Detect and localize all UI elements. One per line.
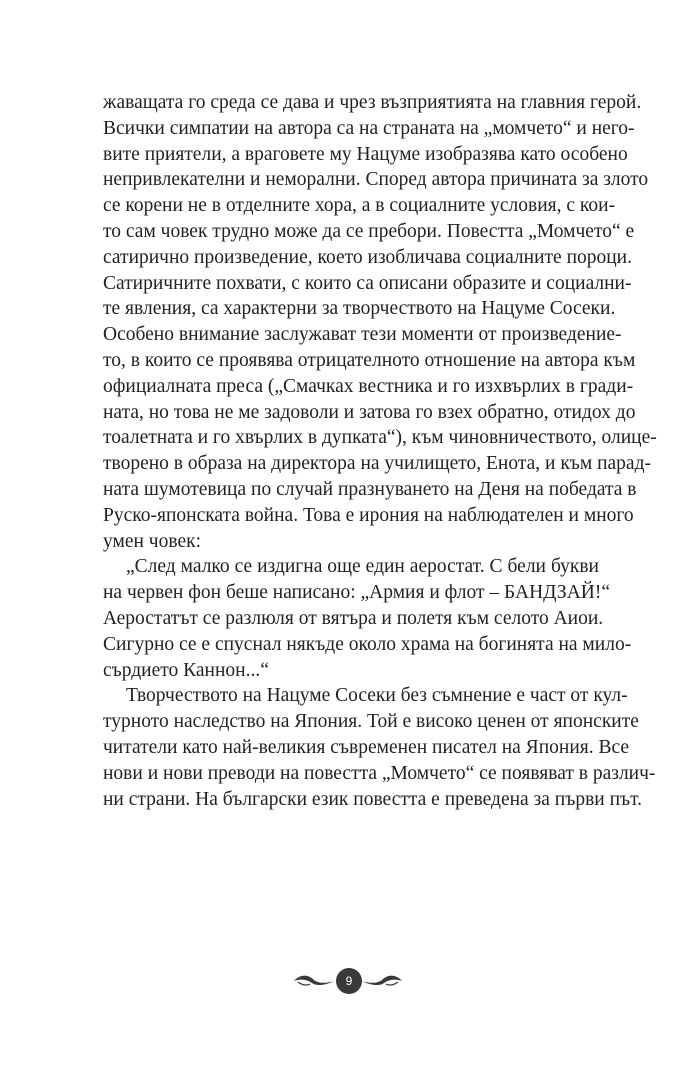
paragraph <box>103 683 656 812</box>
text-line: официалната преса („Смачках вестника и го изхвърлих в гради- <box>103 375 634 397</box>
text-line: Особено внимание заслужават тези моменти от произведение- <box>103 324 622 346</box>
text-line: жаващата го среда се дава и чрез възприятията на главния герой. <box>103 92 642 113</box>
text-line: турното наследство на Япония. Той е високо ценен от японските <box>103 711 639 733</box>
paragraph <box>103 554 632 683</box>
text-line: ната шумотевица по случай празнуването на Деня на победата в <box>103 478 637 500</box>
text-line: умен човек: <box>103 530 201 552</box>
text-line: Сигурно се е спуснал някъде около храма на богинята на мило- <box>103 633 632 655</box>
text-line: „След малко се издигна още един аеростат. С бели букви <box>126 556 599 578</box>
text-line: нови и нови преводи на повестта „Момчето“ се появяват в различ- <box>103 762 656 784</box>
text-line: читатели като най-великия съвременен писател на Япония. Все <box>103 736 630 758</box>
text-line: сърдието Каннон...“ <box>103 659 269 681</box>
text-line: непривлекателни и неморални. Според автора причината за злото <box>103 169 649 191</box>
text-line: на червен фон беше написано: „Армия и флот – БАНДЗАЙ!“ <box>103 582 611 604</box>
text-line: ни страни. На български език повестта е преведена за първи път. <box>103 788 643 810</box>
text-line: тоалетната и го хвърлих в дупката“), към чиновничеството, олице- <box>103 427 657 449</box>
text-line: ната, но това не ме задоволи и затова го взех обратно, отидох до <box>103 401 636 423</box>
text-line: Аеростатът се разлюля от вятъра и полетя към селото Аиои. <box>103 607 604 629</box>
text-line: то, в които се проявява отрицателното отношение на автора към <box>103 349 636 371</box>
text-line: Сатиричните похвати, с които са описани образите и социални- <box>103 272 632 294</box>
text-line: Руско-японската война. Това е ирония на наблюдателен и много <box>103 504 634 526</box>
text-line: Творчеството на Нацуме Сосеки без съмнение е част от кул- <box>126 685 628 707</box>
text-line: се корени не в отделните хора, а в социалните условия, с кои- <box>103 195 616 217</box>
right-flourish-ornament <box>360 970 404 992</box>
text-line: то сам човек трудно може да се пребори. Повестта „Момчето“ е <box>103 220 635 242</box>
text-line: те явления, са характерни за творчеството на Нацуме Сосеки. <box>103 298 616 320</box>
text-line: вите приятели, а враговете му Нацуме изобразява като особено <box>103 143 628 165</box>
text-line: сатирично произведение, което изобличава социалните пороци. <box>103 246 632 268</box>
paragraph <box>103 90 657 554</box>
text-line: Всички симпатии на автора са на страната на „момчето“ и него- <box>103 117 635 139</box>
left-flourish-ornament <box>292 970 336 992</box>
text-line: творено в образа на директора на училището, Енота, и към парад- <box>103 453 651 475</box>
page-footer <box>0 962 700 1002</box>
body-text <box>103 90 657 812</box>
page-number: 9 <box>345 974 353 988</box>
page-number-badge <box>336 968 362 994</box>
